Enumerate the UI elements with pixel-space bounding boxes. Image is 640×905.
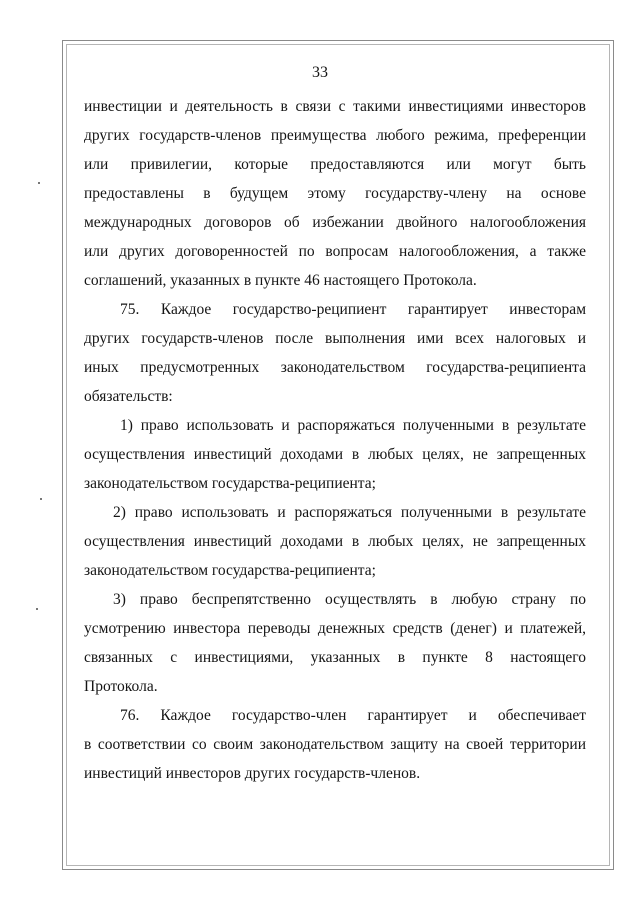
page-number: 33: [312, 64, 328, 81]
text-line: иных предусмотренных законодательством государства-реципиента: [84, 359, 586, 376]
text-line: или привилегии, которые предоставляются или могут быть: [84, 156, 586, 173]
text-line: законодательством государства-реципиента;: [84, 562, 376, 579]
text-line: законодательством государства-реципиента;: [84, 475, 376, 492]
text-line: Протокола.: [84, 678, 158, 695]
text-line: предоставлены в будущем этому государству-члену на основе: [84, 185, 586, 202]
text-line: соглашений, указанных в пункте 46 настоящего Протокола.: [84, 272, 477, 289]
text-line: инвестиций инвесторов других государств-членов.: [84, 765, 421, 782]
scan-speck: [40, 498, 42, 500]
text-line: обязательств:: [84, 388, 173, 405]
text-line: или других договоренностей по вопросам налогообложения, а также: [84, 243, 586, 260]
list-item-1-start: 1) право использовать и распоряжаться полученными в результате: [120, 417, 586, 434]
text-line: других государств-членов после выполнения ими всех налоговых и: [84, 330, 586, 347]
text-line: международных договоров об избежании двойного налогообложения: [84, 214, 586, 231]
paragraph-75-start: 75. Каждое государство-реципиент гарантирует инвесторам: [120, 301, 586, 318]
scan-speck: [38, 182, 40, 184]
text-line: других государств-членов преимущества любого режима, преференции: [84, 127, 586, 144]
text-line: инвестиции и деятельность в связи с такими инвестициями инвесторов: [84, 98, 586, 115]
list-item-2-start: 2) право использовать и распоряжаться полученными в результате: [113, 504, 586, 521]
paragraph-76-start: 76. Каждое государство-член гарантирует и обеспечивает: [120, 707, 586, 724]
list-item-3-start: 3) право беспрепятственно осуществлять в любую страну по: [113, 591, 586, 608]
text-line: осуществления инвестиций доходами в любых целях, не запрещенных: [84, 533, 586, 550]
text-line: осуществления инвестиций доходами в любых целях, не запрещенных: [84, 446, 586, 463]
text-line: связанных с инвестициями, указанных в пункте 8 настоящего: [84, 649, 586, 666]
text-line: в соответствии со своим законодательством защиту на своей территории: [84, 736, 586, 753]
text-line: усмотрению инвестора переводы денежных средств (денег) и платежей,: [84, 620, 586, 637]
scan-speck: [36, 608, 38, 610]
